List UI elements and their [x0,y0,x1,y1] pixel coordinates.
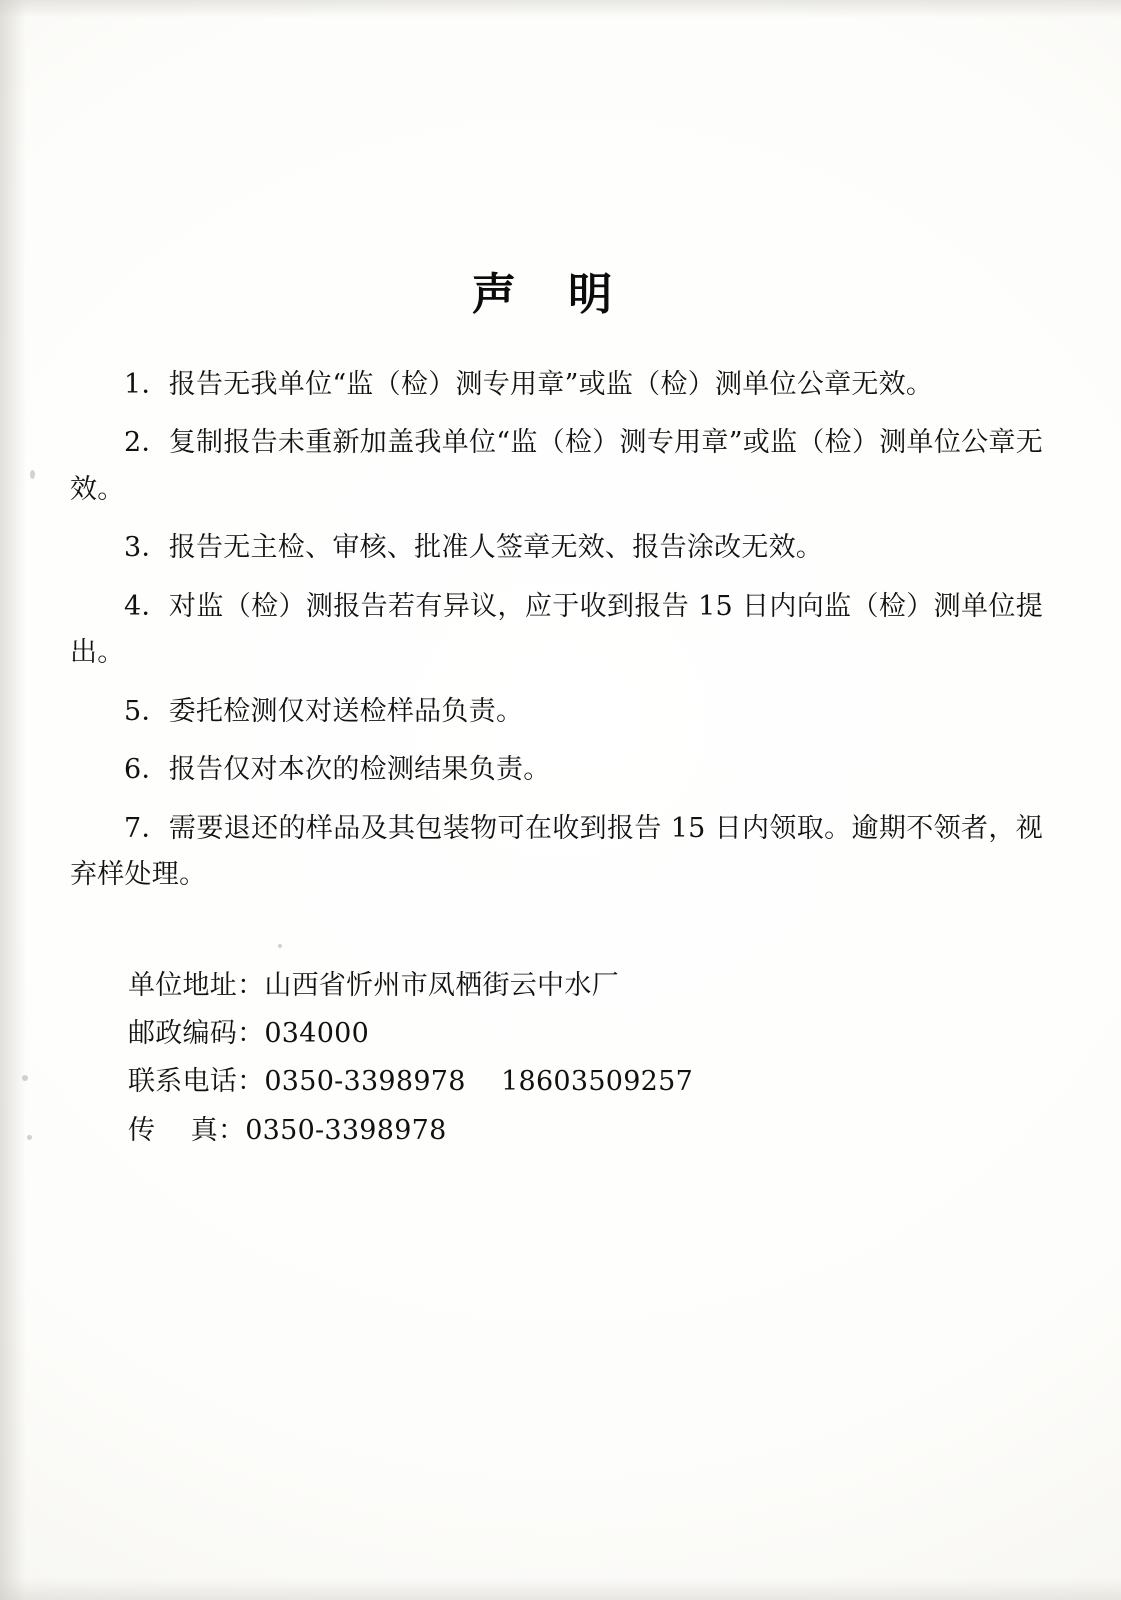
contact-address: 单位地址：山西省忻州市凤栖街云中水厂 [128,970,619,1002]
list-item: 5．委托检测仅对送检样品负责。 [124,695,524,727]
contact-postal-code: 邮政编码：034000 [128,1018,370,1050]
list-item: 3．报告无主检、审核、批准人签章无效、报告涂改无效。 [124,532,824,564]
contact-block [0,962,1121,1154]
list-item: 7．需要退还的样品及其包装物可在收到报告 15 日内领取。逾期不领者，视弃样处理。 [70,812,1043,890]
clause-list [0,362,1121,898]
page-title: 声 明 [471,269,631,320]
list-item: 2．复制报告未重新加盖我单位“监（检）测专用章”或监（检）测单位公章无效。 [70,427,1043,505]
contact-fax: 传 真：0350-3398978 [128,1114,447,1146]
list-item: 4．对监（检）测报告若有异议，应于收到报告 15 日内向监（检）测单位提出。 [70,590,1043,669]
contact-phone: 联系电话：0350-3398978 18603509257 [128,1066,694,1098]
list-item: 6．报告仅对本次的检测结果负责。 [124,754,551,786]
list-item: 1．报告无我单位“监（检）测专用章”或监（检）测单位公章无效。 [124,369,934,400]
